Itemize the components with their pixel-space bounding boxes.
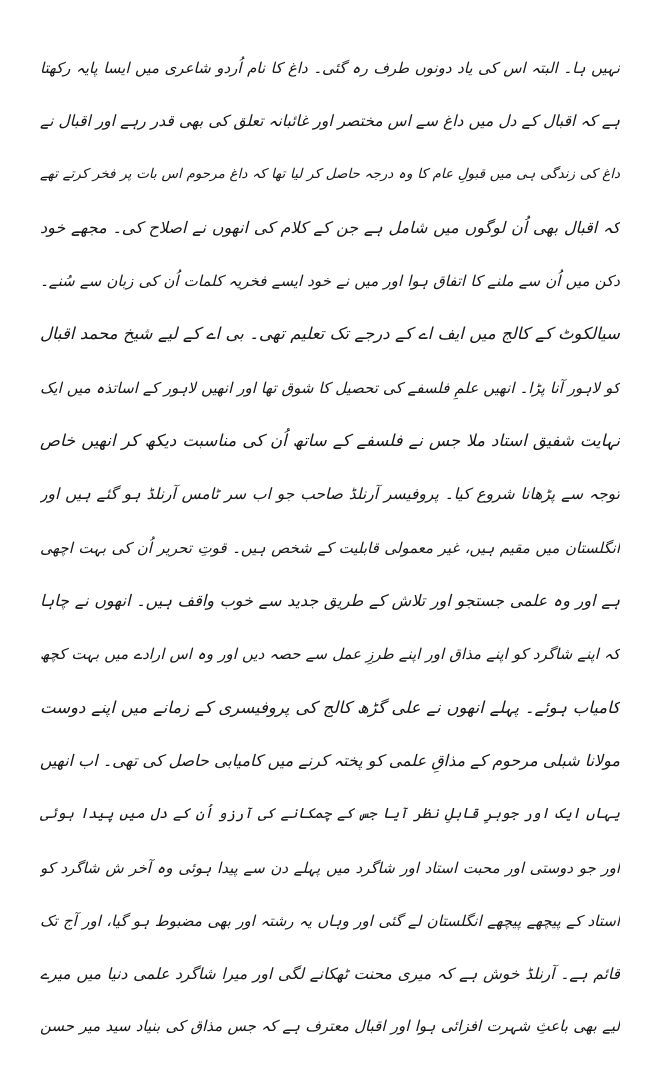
text-line-15: یہاں ایک اور جوہرِ قابلِ نظر آیا جس کے چمکانے کی آرزو اُن کے دل میں پیدا ہوئی	[40, 806, 620, 822]
text-line-14: مولانا شبلی مرحوم کے مذاقِ علمی کو پختہ کرنے میں کامیابی حاصل کی تھی۔ اب انھیں	[40, 751, 620, 770]
text-line-3: داغ کی زندگی ہی میں قبولِ عام کا وہ درجہ حاصل کر لیا تھا کہ داغ مرحوم اس بات پر فخر کرتے تھے	[40, 166, 620, 182]
text-line-2: ہے کہ اقبال کے دل میں داغ سے اس مختصر اور غائبانہ تعلق کی بھی قدر رہے اور اقبال نے	[40, 112, 620, 130]
text-line-17: استاد کے پیچھے پیچھے انگلستان لے گئی اور وہاں یہ رشتہ اور بھی مضبوط ہو گیا، اور آج تک	[40, 912, 620, 930]
text-line-4: کہ اقبال بھی اُن لوگوں میں شامل ہے جن کے کلام کی انھوں نے اصلاح کی۔ مجھے خود	[40, 218, 620, 237]
text-line-7: کو لاہور آنا پڑا۔ انھیں علمِ فلسفے کی تحصیل کا شوق تھا اور انھیں لاہور کے اساتذہ میں ایک	[40, 379, 620, 397]
text-line-11: ہے اور وہ علمی جستجو اور تلاش کے طریق جدید سے خوب واقف ہیں۔ انھوں نے چاہا	[40, 591, 620, 610]
text-line-1: نہیں ہا۔ البتہ اس کی یاد دونوں طرف رہ گئی۔ داغ کا نام اُردو شاعری میں ایسا پایہ رکھتا	[40, 59, 620, 77]
text-line-13: کامیاب ہوئے۔ پہلے انھوں نے علی گڑھ کالج کی پروفیسری کے زمانے میں اپنے دوست	[40, 698, 620, 717]
text-line-6: سیالکوٹ کے کالج میں ایف اے کے درجے تک تعلیم تھی۔ بی اے کے لیے شیخ محمد اقبال	[40, 324, 620, 343]
page-text	[40, 48, 620, 1048]
text-line-18: قائم ہے۔ آرنلڈ خوش ہے کہ میری محنت ٹھکانے لگی اور میرا شاگرد علمی دنیا میں میرے	[40, 965, 620, 983]
text-line-5: دکن میں اُن سے ملنے کا اتفاق ہوا اور میں نے خود ایسے فخریہ کلمات اُن کی زبان سے سُنے۔	[40, 272, 620, 290]
text-line-16: اور جو دوستی اور محبت استاد اور شاگرد میں پہلے دن سے پیدا ہوئی وہ آخر ش شاگرد کو	[40, 859, 620, 877]
text-line-10: انگلستان میں مقیم ہیں، غیر معمولی قابلیت کے شخص ہیں۔ قوتِ تحریر اُن کی بہت اچھی	[40, 539, 620, 557]
text-line-8: نہایت شفیق استاد ملا جس نے فلسفے کے ساتھ اُن کی مناسبت دیکھ کر انھیں خاص	[40, 431, 620, 450]
text-line-12: کہ اپنے شاگرد کو اپنے مذاق اور اپنے طرزِ عمل سے حصہ دیں اور وہ اس ارادے میں بہت کچھ	[40, 645, 620, 663]
text-line-19: لیے بھی باعثِ شہرت افزائی ہوا اور اقبال معترف ہے کہ جس مذاق کی بنیاد سید میر حسن	[40, 1017, 620, 1035]
text-line-9: توجہ سے پڑھانا شروع کیا۔ پروفیسر آرنلڈ صاحب جو اب سر ٹامس آرنلڈ ہو گئے ہیں اور	[40, 485, 620, 503]
